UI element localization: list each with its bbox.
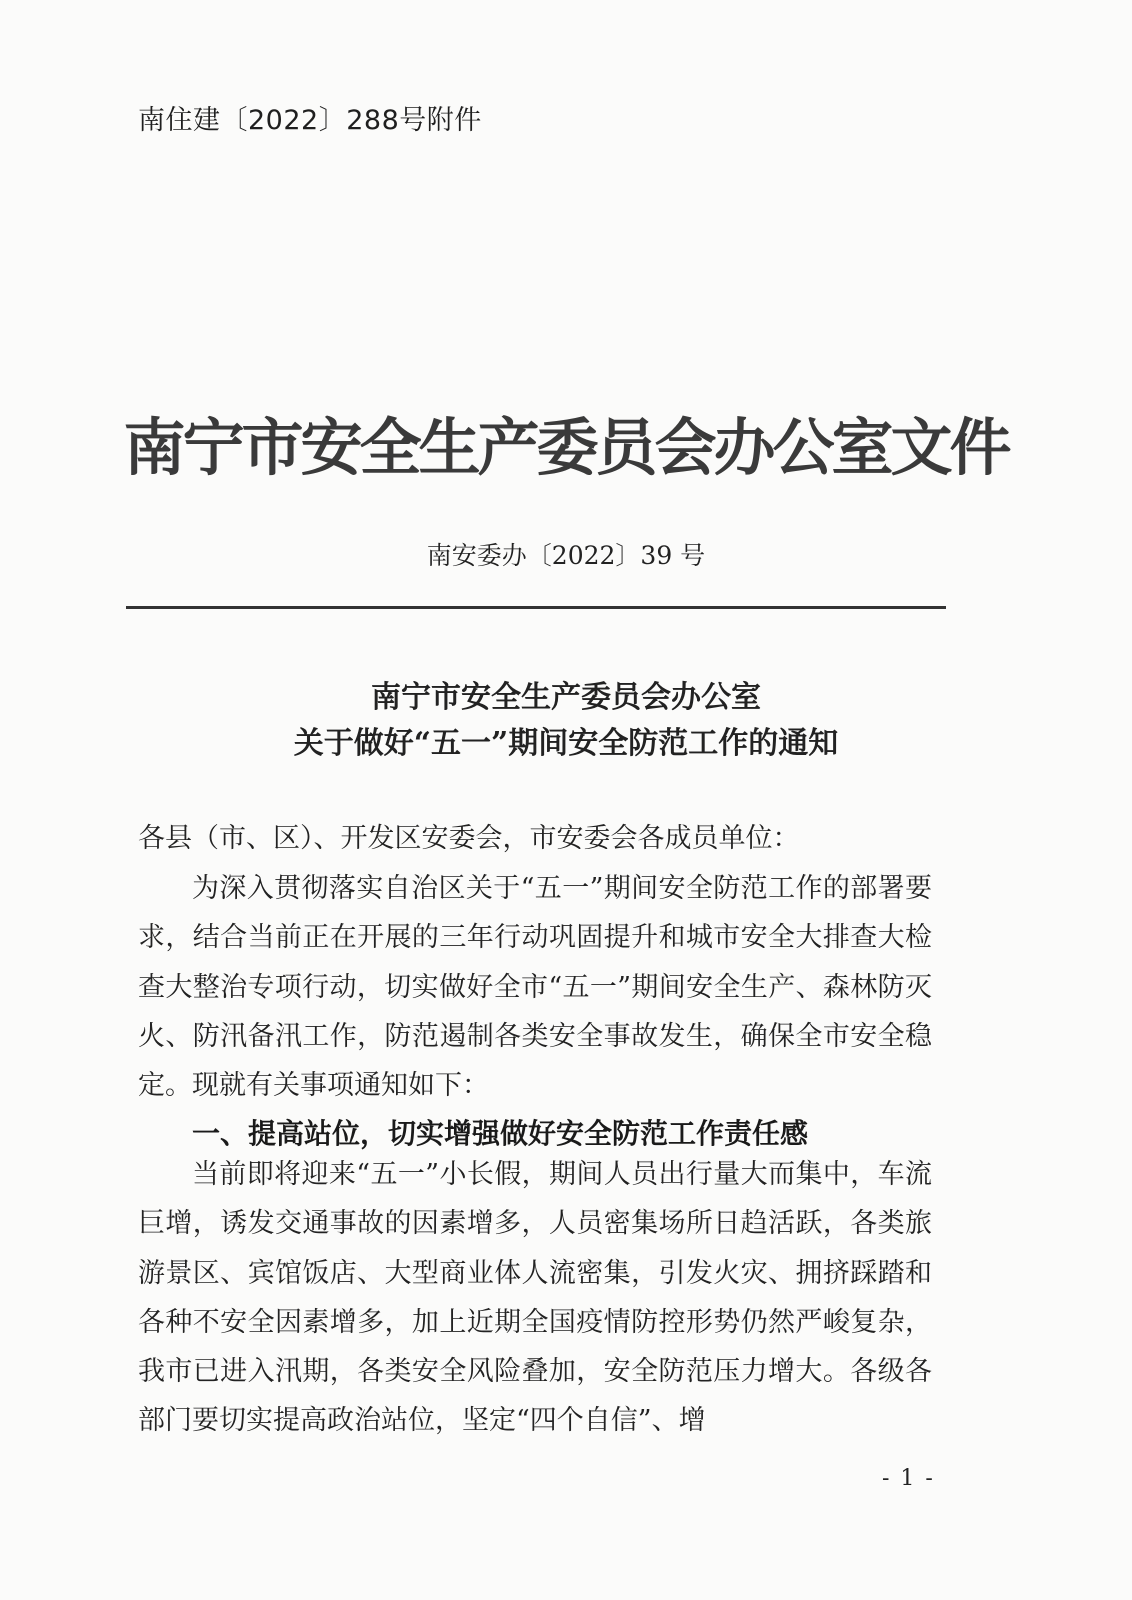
paragraph-section-1: 当前即将迎来“五一”小长假，期间人员出行量大而集中，车流巨增，诱发交通事故的因素增多，人员密集场所日趋活跃，各类旅游景区、宾馆饭店、大型商业体人流密集，引发火灾、拥挤踩踏和各种不安全因素增多，加上近期全国疫情防控形势仍然严峻复杂，我市已进入汛期，各类安全风险叠加，安全防范压力增大。各级各部门要切实提高政治站位，坚定“四个自信”、增: [138, 1159, 932, 1437]
issuing-organization-header: 南宁市安全生产委员会办公室文件: [123, 411, 1009, 484]
section-heading-1: 一、提高站位，切实增强做好安全防范工作责任感: [192, 1117, 809, 1150]
paragraph-intro: 为深入贯彻落实自治区关于“五一”期间安全防范工作的部署要求，结合当前正在开展的三年行动巩固提升和城市安全大排查大检查大整治专项行动，切实做好全市“五一”期间安全生产、森林防灭火、防汛备汛工作，防范遏制各类安全事故发生，确保全市安全稳定。现就有关事项通知如下：: [138, 873, 932, 1102]
title-line-1: 南宁市安全生产委员会办公室: [371, 680, 761, 715]
salutation: 各县（市、区）、开发区安委会，市安委会各成员单位：: [138, 823, 800, 854]
header-divider: [126, 606, 946, 609]
title-line-2: 关于做好“五一”期间安全防范工作的通知: [293, 726, 839, 761]
attachment-note: 南住建〔2022〕288号附件: [138, 105, 482, 136]
page-number: - 1 -: [882, 1466, 935, 1491]
document-number: 南安委办〔2022〕39 号: [426, 541, 706, 570]
